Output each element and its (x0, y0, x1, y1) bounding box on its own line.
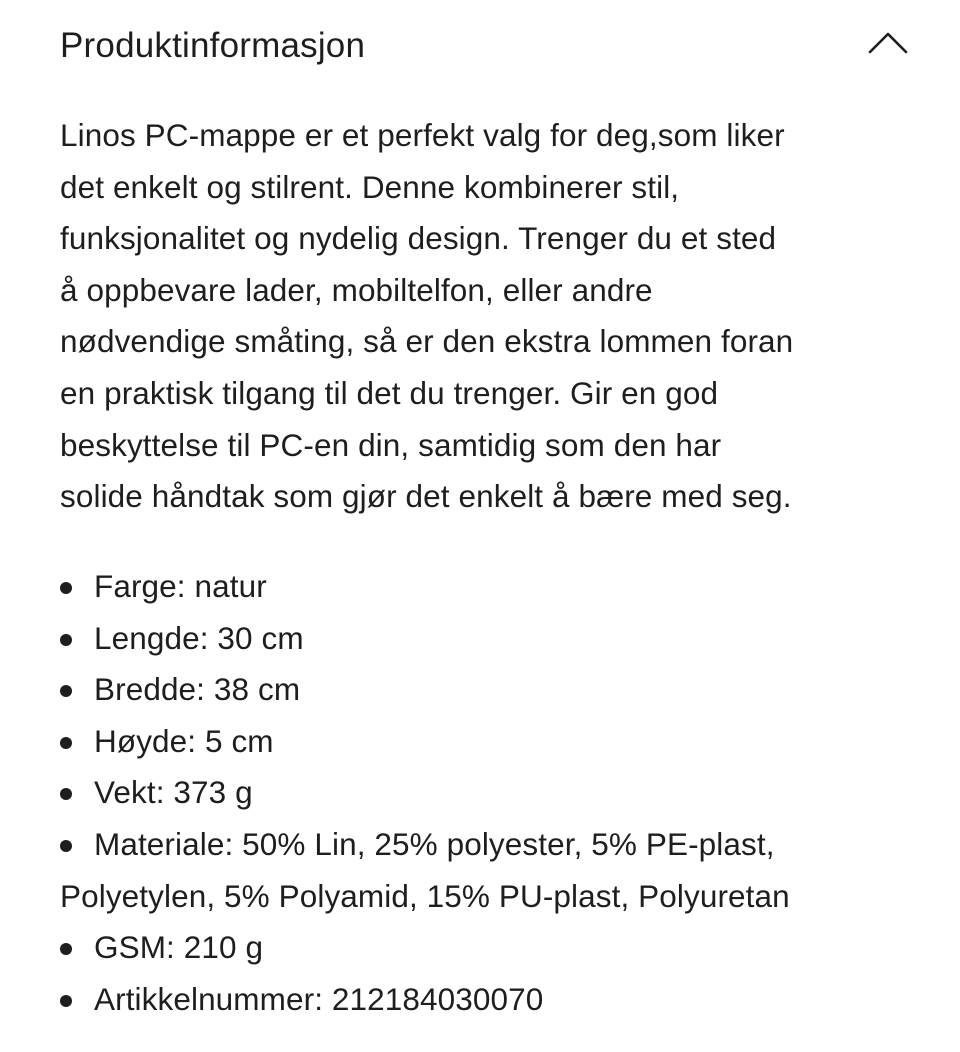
spec-item-hoyde (60, 716, 920, 768)
bullet-icon (60, 737, 72, 749)
description-line: det enkelt og stilrent. Denne kombinerer stil, (60, 168, 680, 205)
spec-text: Polyetylen, 5% Polyamid, 15% PU-plast, Polyuretan (60, 877, 790, 914)
spec-text: Farge: natur (94, 568, 267, 604)
spec-text: Materiale: 50% Lin, 25% polyester, 5% PE-plast, (94, 825, 775, 862)
spec-text: Høyde: 5 cm (94, 722, 274, 759)
bullet-icon (60, 840, 72, 852)
bullet-icon (60, 685, 72, 697)
spec-text: Bredde: 38 cm (94, 671, 301, 708)
spec-text: Vekt: 373 g (94, 774, 253, 811)
bullet-icon (60, 943, 72, 955)
spec-item-lengde (60, 613, 920, 665)
spec-item-gsm (60, 922, 920, 974)
spec-item-vekt (60, 767, 920, 819)
description-line: solide håndtak som gjør det enkelt å bære med seg. (60, 478, 792, 515)
accordion-body (60, 110, 920, 1017)
bullet-icon (60, 788, 72, 800)
accordion-header[interactable] (0, 0, 960, 92)
chevron-up-icon[interactable] (866, 26, 910, 58)
bullet-icon (60, 582, 72, 594)
spec-text: Artikkelnummer: 212184030070 (94, 980, 544, 1017)
description-line: en praktisk tilgang til det du trenger. Gir en god (60, 374, 719, 411)
description-line: beskyttelse til PC-en din, samtidig som den har (60, 426, 722, 463)
spec-text: Lengde: 30 cm (94, 619, 304, 656)
spec-item-artikkelnummer (60, 974, 920, 1026)
spec-item-bredde (60, 664, 920, 716)
description-line: nødvendige småting, så er den ekstra lommen foran (60, 323, 794, 360)
spec-item-farge (60, 561, 920, 613)
spec-item-materiale-continued (60, 871, 920, 923)
bullet-icon (60, 995, 72, 1007)
description-line: Linos PC-mappe er et perfekt valg for deg,som liker (60, 117, 785, 153)
spec-item-materiale (60, 819, 920, 871)
spec-list (60, 561, 920, 1025)
description-line: å oppbevare lader, mobiltelfon, eller andre (60, 271, 653, 308)
section-title: Produktinformasjon (60, 26, 366, 65)
product-description (60, 110, 920, 523)
bullet-icon (60, 634, 72, 646)
spec-text: GSM: 210 g (94, 929, 264, 966)
description-line: funksjonalitet og nydelig design. Trenger du et sted (60, 220, 777, 257)
